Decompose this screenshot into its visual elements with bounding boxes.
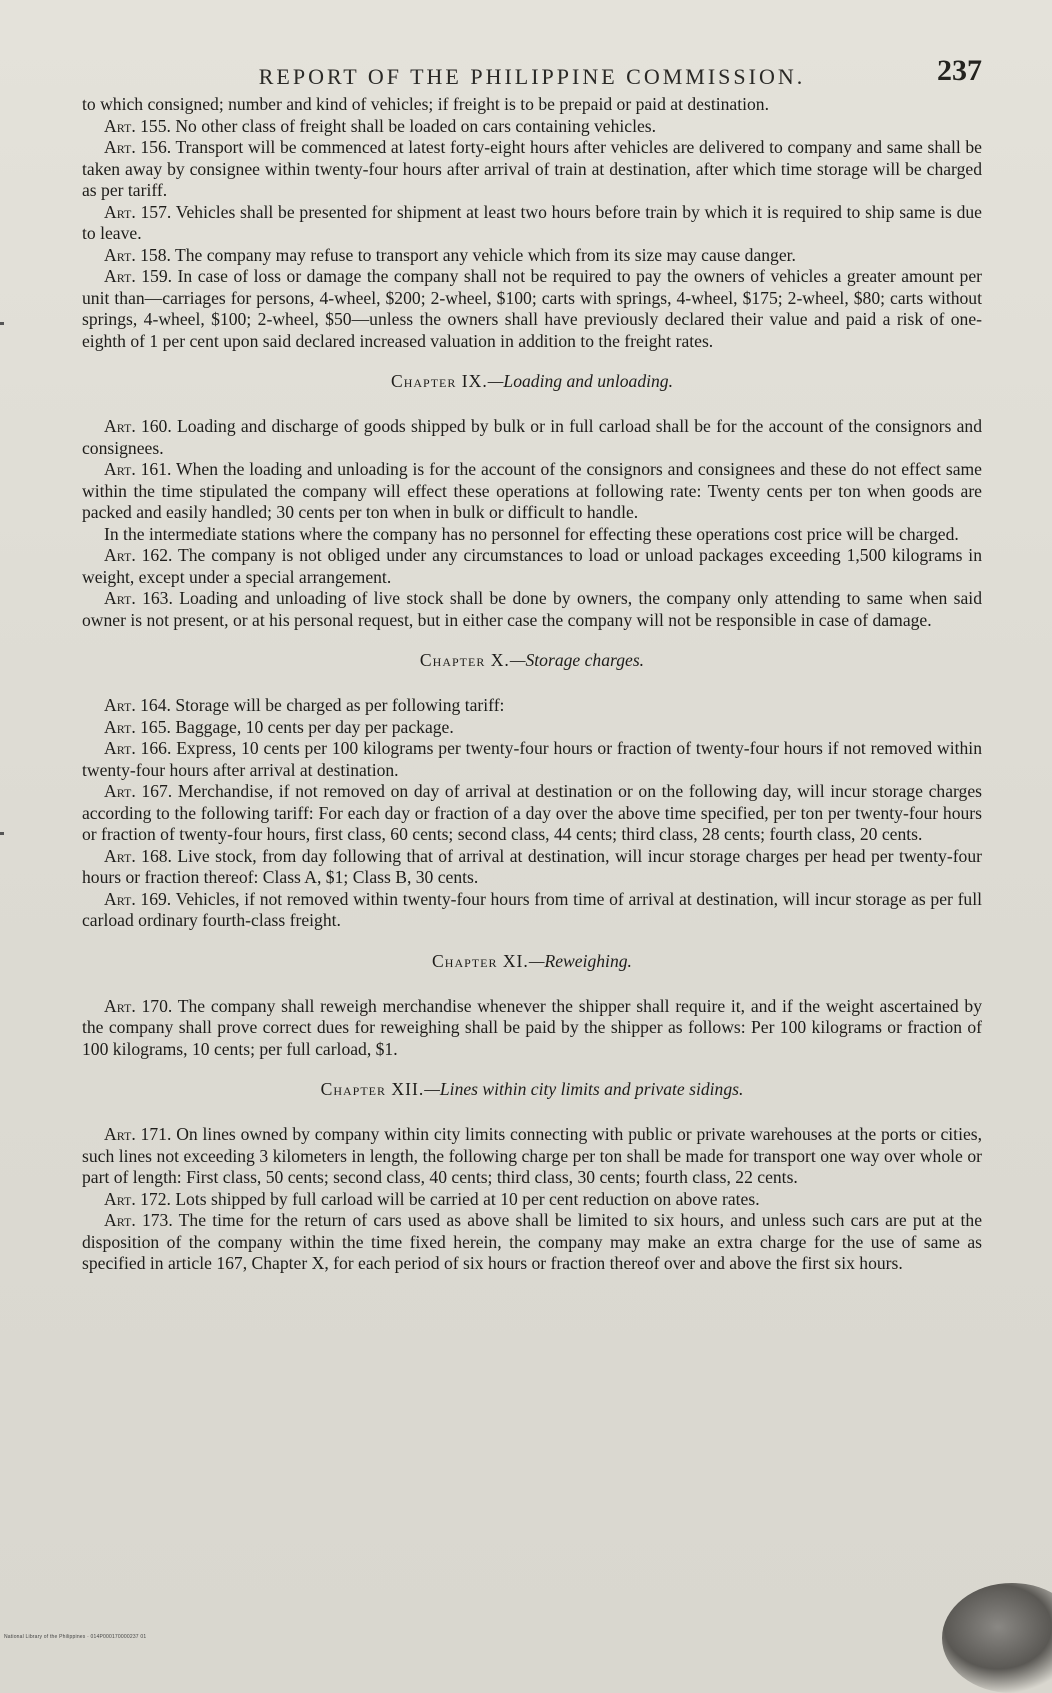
footer-credit: National Library of the Philippines · 014P000170000237 01: [4, 1634, 147, 1640]
article-text: When the loading and unloading is for the account of the consignors and consignees and these do not effect same within the time stipulated the company will effect these operations at following rate: Twenty cents per ton when goods are packed and easily handled; 30 cents per ton when in bulk or difficult to handle.: [82, 459, 982, 522]
article-number: Art. 171.: [104, 1124, 172, 1144]
thumb-shadow: [942, 1583, 1052, 1693]
chapter-label: Chapter X.: [419, 650, 510, 670]
article-number: Art. 163.: [104, 588, 173, 608]
margin-mark: [0, 832, 4, 835]
article-number: Art. 157.: [104, 201, 172, 222]
article-text: Baggage, 10 cents per day per package.: [175, 716, 454, 737]
article-paragraph: [82, 588, 982, 631]
article-paragraph: [82, 202, 982, 245]
article-number: Art. 158.: [104, 244, 171, 265]
margin-mark: [0, 322, 4, 325]
article-paragraph: [82, 524, 982, 546]
article-paragraph: [82, 1124, 982, 1189]
article-text: Loading and discharge of goods shipped by bulk or in full carload shall be for the account of the consignors and consignees.: [82, 416, 983, 458]
article-number: Art. 159.: [104, 266, 173, 286]
article-number: Art. 170.: [104, 995, 173, 1016]
article-text: Live stock, from day following that of arrival at destination, will incur storage charges per head per twenty-four hours or fraction thereof: Class A, $1; Class B, 30 cents.: [82, 845, 983, 887]
article-paragraph: [82, 846, 982, 889]
chapter-title: —Reweighing.: [528, 950, 632, 971]
article-number: Art. 162.: [104, 545, 173, 565]
chapter-heading: [82, 1078, 982, 1100]
article-text: The company shall reweigh merchandise whenever the shipper shall require it, and if the weight ascertained by the company shall prove correct dues for reweighing shall be paid by the shipper as follows: Per 100 kilograms or fraction of 100 kilograms, 10 cents; per full carload, $1.: [82, 995, 982, 1059]
article-text: to which consigned; number and kind of vehicles; if freight is to be prepaid or paid at destination.: [82, 94, 769, 114]
article-number: Art. 167.: [104, 781, 173, 801]
page-header: [82, 34, 982, 94]
chapter-heading: [82, 370, 982, 392]
article-text: In the intermediate stations where the company has no personnel for effecting these operations cost price will be charged.: [104, 523, 959, 544]
chapter-heading: [82, 950, 982, 972]
article-text: The company may refuse to transport any vehicle which from its size may cause danger.: [175, 244, 796, 265]
article-number: Art. 166.: [104, 738, 172, 758]
article-text: The time for the return of cars used as above shall be limited to six hours, and unless such cars are put at the disposition of the company within the time fixed herein, the company may make an extra charge for the use of same as specified in article 167, Chapter X, for each period of six hours or fraction thereof over and above the first six hours.: [82, 1210, 983, 1273]
article-paragraph: [82, 416, 982, 459]
article-text: The company is not obliged under any circumstances to load or unload packages exceeding 1,500 kilograms in weight, except under a special arrangement.: [82, 545, 982, 587]
article-paragraph: [82, 781, 982, 846]
chapter-title: —Loading and unloading.: [487, 371, 674, 391]
article-number: Art. 173.: [104, 1210, 173, 1230]
article-number: Art. 169.: [104, 888, 172, 909]
article-paragraph: [82, 996, 982, 1061]
chapter-label: Chapter XI.: [432, 950, 529, 971]
article-text: Vehicles shall be presented for shipment at least two hours before train by which it is required to ship same is due to leave.: [82, 201, 982, 243]
chapter-heading: [82, 649, 982, 671]
article-text: Loading and unloading of live stock shall be done by owners, the company only attending to same when said owner is not present, or at his personal request, but in either case the company will not be responsible in case of damage.: [82, 588, 982, 630]
article-paragraph: [82, 1210, 982, 1275]
article-paragraph: [82, 695, 982, 717]
article-number: Art. 165.: [104, 716, 171, 737]
article-paragraph: [82, 94, 982, 116]
article-text: No other class of freight shall be loaded on cars containing vehicles.: [175, 115, 657, 136]
article-text: Express, 10 cents per 100 kilograms per twenty-four hours or fraction of twenty-four hours if not removed within twenty-four hours after arrival at destination.: [82, 738, 982, 780]
running-title: REPORT OF THE PHILIPPINE COMMISSION.: [258, 64, 806, 89]
article-number: Art. 161.: [104, 459, 172, 479]
article-paragraph: [82, 717, 982, 739]
article-paragraph: [82, 738, 982, 781]
article-number: Art. 172.: [104, 1188, 171, 1209]
article-paragraph: [82, 545, 982, 588]
chapter-title: —Lines within city limits and private sidings.: [424, 1079, 744, 1099]
article-text: Storage will be charged as per following tariff:: [175, 695, 505, 715]
article-paragraph: [82, 889, 982, 932]
article-paragraph: [82, 1189, 982, 1211]
article-paragraph: [82, 137, 982, 202]
article-text: Lots shipped by full carload will be carried at 10 per cent reduction on above rates.: [175, 1188, 760, 1209]
document-body: [82, 94, 982, 1275]
article-number: Art. 168.: [104, 845, 172, 866]
article-paragraph: [82, 116, 982, 138]
article-number: Art. 156.: [104, 137, 172, 157]
article-text: Merchandise, if not removed on day of arrival at destination or on the following day, will incur storage charges according to the following tariff: For each day or fraction of a day over the above time specified, per ton per twenty-four hours or fraction of twenty-four hours, first class, 60 cents; second class, 44 cents; third class, 28 cents; fourth class, 20 cents.: [82, 781, 982, 844]
chapter-label: Chapter IX.: [390, 371, 488, 391]
article-paragraph: [82, 459, 982, 524]
article-number: Art. 164.: [104, 695, 171, 715]
article-text: Vehicles, if not removed within twenty-four hours from time of arrival at destination, will incur storage as per full carload ordinary fourth-class freight.: [82, 888, 983, 930]
page-number: 237: [937, 54, 982, 87]
article-text: On lines owned by company within city limits connecting with public or private warehouses at the ports or cities, such lines not exceeding 3 kilometers in length, the following charge per ton shall be made for transport one way over whole or part of length: First class, 50 cents; second class, 40 cents; third class, 30 cents; fourth class, 22 cents.: [82, 1124, 983, 1187]
article-number: Art. 160.: [104, 416, 172, 436]
article-text: In case of loss or damage the company shall not be required to pay the owners of vehicles a greater amount per unit than—carriages for persons, 4-wheel, $200; 2-wheel, $100; carts with springs, 4-wheel, $175; 2-wheel, $80; carts without springs, 4-wheel, $100; 2-wheel, $50—unless the owners shall have previously declared their value and paid a risk of one-eighth of 1 per cent upon said declared increased valuation in addition to the freight rates.: [82, 266, 982, 351]
chapter-title: —Storage charges.: [509, 650, 645, 670]
article-paragraph: [82, 266, 982, 352]
article-paragraph: [82, 245, 982, 267]
article-text: Transport will be commenced at latest forty-eight hours after vehicles are delivered to company and same shall be taken away by consignee within twenty-four hours after arrival of train at destination, after which time storage will be charged as per tariff.: [82, 137, 982, 200]
chapter-label: Chapter XII.: [320, 1079, 425, 1099]
article-number: Art. 155.: [104, 115, 171, 136]
